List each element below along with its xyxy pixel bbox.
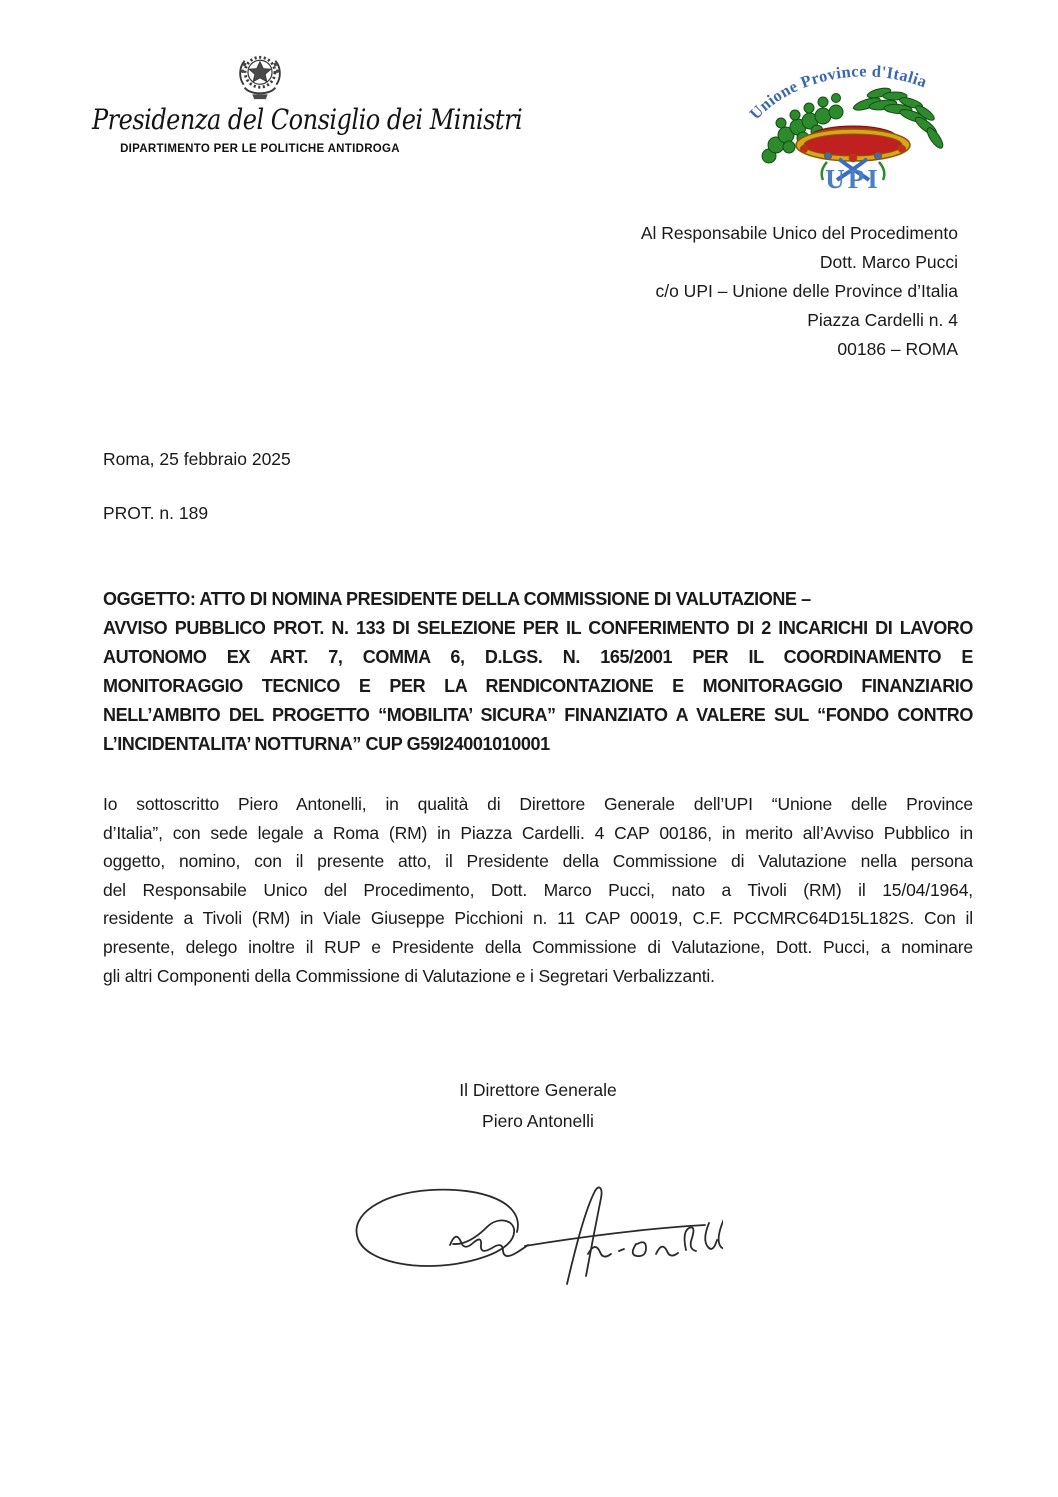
signer-role: Il Direttore Generale: [459, 1080, 617, 1100]
recipient-line: Dott. Marco Pucci: [819, 252, 958, 272]
signature-block: [103, 1075, 973, 1137]
body-paragraph: [103, 790, 973, 990]
handwritten-signature-icon: [345, 1182, 723, 1290]
recipient-line: 00186 – ROMA: [837, 339, 958, 359]
dateline: Roma, 25 febbraio 2025: [103, 449, 291, 469]
upi-arc-text: Unione Province d'Italia: [745, 61, 930, 124]
body-line: d’Italia”, con sede legale a Roma (RM) in Piazza Cardelli. 4 CAP 00186, in merito all’Avviso Pubblico in: [103, 822, 973, 843]
subject-line: AVVISO PUBBLICO PROT. N. 133 DI SELEZIONE PER IL CONFERIMENTO DI 2 INCARICHI DI LAVORO: [103, 618, 973, 638]
signer-name: Piero Antonelli: [482, 1111, 594, 1131]
subject-line: L’INCIDENTALITA’ NOTTURNA” CUP G59I24001010001: [103, 734, 550, 754]
body-line: oggetto, nomino, con il presente atto, il Presidente della Commissione di Valutazione nella persona: [103, 851, 973, 872]
recipient-block: [641, 219, 958, 364]
department-name: DIPARTIMENTO PER LE POLITICHE ANTIDROGA: [120, 143, 400, 155]
subject-line: AUTONOMO EX ART. 7, COMMA 6, D.LGS. N. 165/2001 PER IL COORDINAMENTO E: [103, 647, 973, 667]
upi-logo: [741, 46, 969, 194]
recipient-line: c/o UPI – Unione delle Province d’Italia: [655, 281, 958, 301]
body-line: Io sottoscritto Piero Antonelli, in qualità di Direttore Generale dell’UPI “Unione delle Province: [103, 794, 973, 814]
organization-name: Presidenza del Consiglio dei Ministri: [92, 103, 523, 137]
italy-emblem-icon: [235, 52, 285, 104]
subject-line: OGGETTO: ATTO DI NOMINA PRESIDENTE DELLA COMMISSIONE DI VALUTAZIONE –: [103, 589, 811, 609]
body-line: del Responsabile Unico del Procedimento, Dott. Marco Pucci, nato a Tivoli (RM) il 15/04/1964,: [103, 879, 973, 900]
recipient-line: Piazza Cardelli n. 4: [807, 310, 958, 330]
recipient-line: Al Responsabile Unico del Procedimento: [640, 223, 958, 243]
protocol-number: PROT. n. 189: [103, 503, 209, 523]
pcm-letterhead: [92, 52, 523, 155]
subject-line: MONITORAGGIO TECNICO E PER LA RENDICONTAZIONE E MONITORAGGIO FINANZIARIO: [103, 676, 973, 696]
subject-block: [103, 585, 973, 759]
upi-acronym: UPI: [825, 164, 881, 194]
body-line: gli altri Componenti della Commissione di Valutazione e i Segretari Verbalizzanti.: [103, 965, 715, 986]
subject-line: NELL’AMBITO DEL PROGETTO “MOBILITA’ SICURA” FINANZIATO A VALERE SUL “FONDO CONTRO: [103, 705, 973, 725]
body-line: residente a Tivoli (RM) in Viale Giuseppe Picchioni n. 11 CAP 00019, C.F. PCCMRC64D15L182S. Con il: [103, 908, 973, 929]
body-line: presente, delego inoltre il RUP e Presidente della Commissione di Valutazione, Dott. Pucci, a nominare: [103, 936, 973, 957]
